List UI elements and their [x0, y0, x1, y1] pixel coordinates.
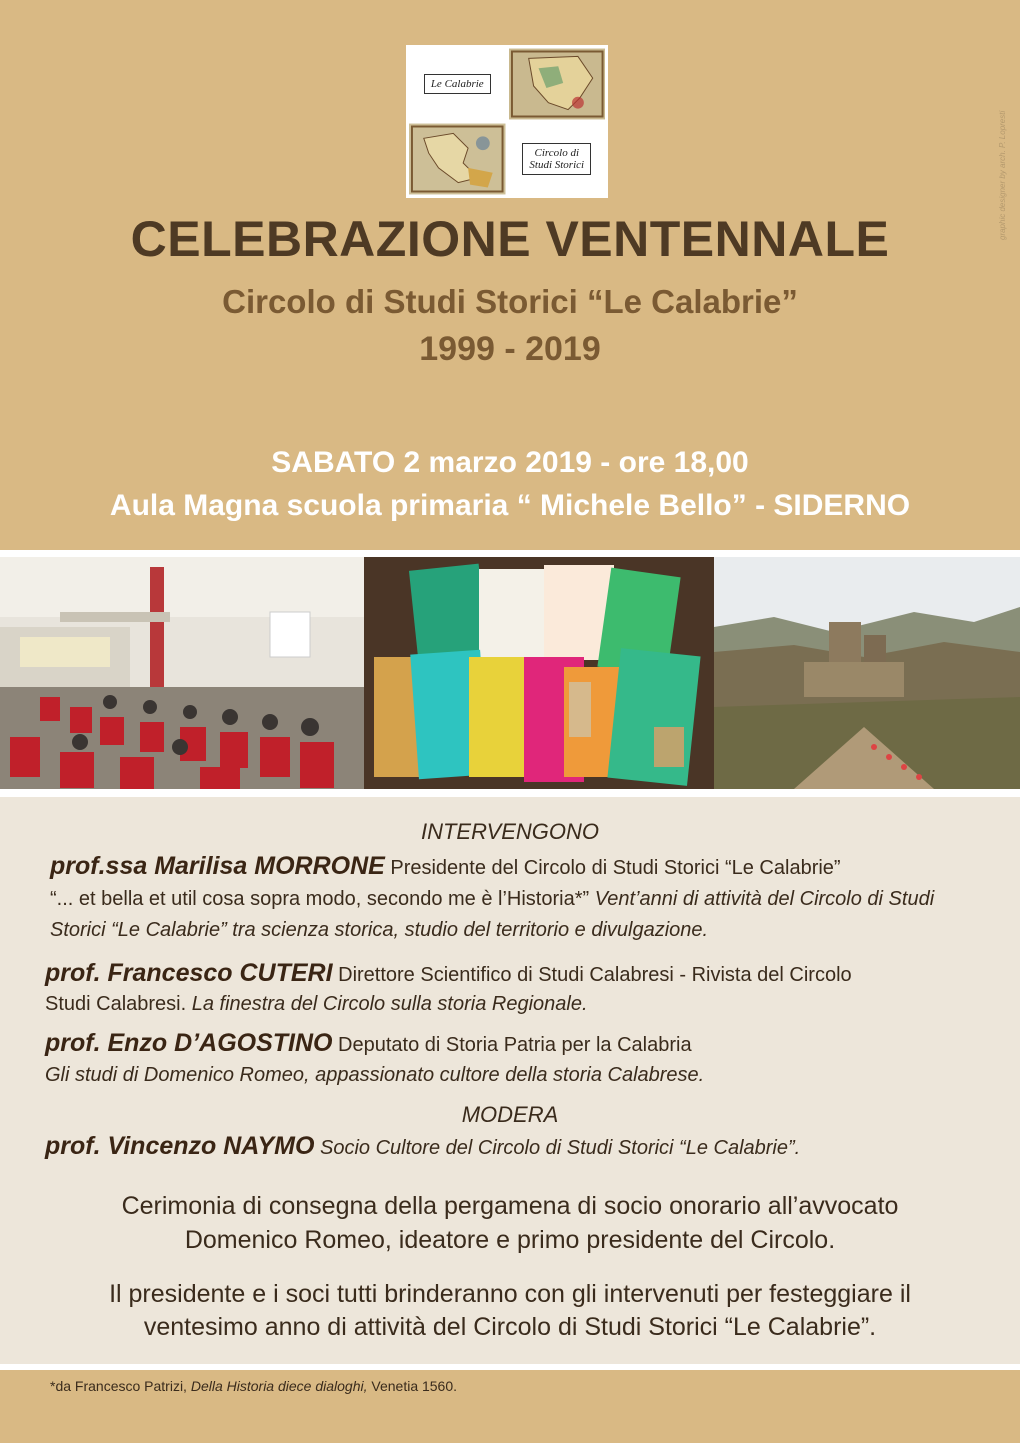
modera-heading: MODERA	[461, 1102, 559, 1127]
footer	[0, 1370, 1020, 1443]
speaker-quote: “... et bella et util cosa sopra modo, secondo me è l’Historia*”	[50, 888, 590, 910]
circolo-logo	[406, 45, 608, 198]
photo-publications	[364, 557, 714, 789]
moderator-name: prof. Vincenzo NAYMO	[45, 1132, 315, 1160]
event-date: SABATO 2 marzo 2019 - ore 18,00	[271, 446, 749, 479]
toast-line-1: Il presidente e i soci tutti brinderanno con gli intervenuti per festeggiare il	[109, 1280, 911, 1308]
logo-label-line1: Circolo di	[534, 146, 579, 159]
logo-label-le-calabrie: Le Calabrie	[424, 74, 491, 94]
map-image-1	[509, 48, 606, 120]
toast-line-2: ventesimo anno di attività del Circolo di Studi Storici “Le Calabrie”.	[143, 1313, 877, 1341]
divider	[0, 789, 1020, 797]
photo-ruins	[714, 557, 1020, 789]
speaker-topic: La finestra del Circolo sulla storia Regionale.	[186, 993, 588, 1015]
footnote: *da Francesco Patrizi, Della Historia diece dialoghi, Venetia 1560.	[50, 1378, 458, 1394]
photo-auditorium	[0, 557, 364, 789]
map-image-2	[409, 123, 506, 195]
years: 1999 - 2019	[419, 330, 601, 368]
speaker-name: prof. Enzo D’AGOSTINO	[45, 1029, 333, 1057]
speaker-1	[50, 852, 841, 881]
main-title: CELEBRAZIONE VENTENNALE	[130, 211, 890, 267]
speaker-topic: Gli studi di Domenico Romeo, appassionato cultore della storia Calabrese.	[45, 1064, 705, 1086]
moderator	[45, 1132, 800, 1161]
subtitle: Circolo di Studi Storici “Le Calabrie”	[222, 283, 798, 320]
divider	[0, 550, 1020, 557]
speaker-role: Presidente del Circolo di Studi Storici “Le Calabrie”	[384, 857, 841, 879]
speaker-name: prof.ssa Marilisa MORRONE	[50, 852, 385, 880]
speaker-topic-cont: Storici “Le Calabrie” tra scienza storica, studio del territorio e divulgazione.	[50, 919, 709, 941]
speaker-name: prof. Francesco CUTERI	[45, 959, 333, 987]
speaker-topic: Vent’anni di attività del Circolo di Studi	[589, 888, 935, 910]
moderator-role: Socio Cultore del Circolo di Studi Storici “Le Calabrie”.	[314, 1137, 801, 1159]
ceremony-line-1: Cerimonia di consegna della pergamena di socio onorario all’avvocato	[121, 1192, 899, 1220]
event-venue: Aula Magna scuola primaria “ Michele Bello” - SIDERNO	[109, 489, 911, 522]
logo-label-line2: Studi Storici	[529, 159, 585, 171]
ceremony-line-2: Domenico Romeo, ideatore e primo presidente del Circolo.	[184, 1226, 836, 1254]
logo-label-circolo	[522, 143, 591, 175]
speaker-role: Direttore Scientifico di Studi Calabresi - Rivista del Circolo	[332, 964, 852, 986]
journal-name: Studi Calabresi.	[45, 993, 187, 1015]
speaker-role: Deputato di Storia Patria per la Calabria	[332, 1034, 692, 1056]
photo-strip	[0, 557, 1020, 789]
speaker-2	[45, 959, 852, 988]
intervengono-heading: INTERVENGONO	[420, 819, 600, 844]
designer-credit: graphic designer by arch. P. Lopresti	[998, 110, 1007, 240]
program-section	[0, 797, 1020, 1364]
speaker-3	[45, 1029, 692, 1058]
